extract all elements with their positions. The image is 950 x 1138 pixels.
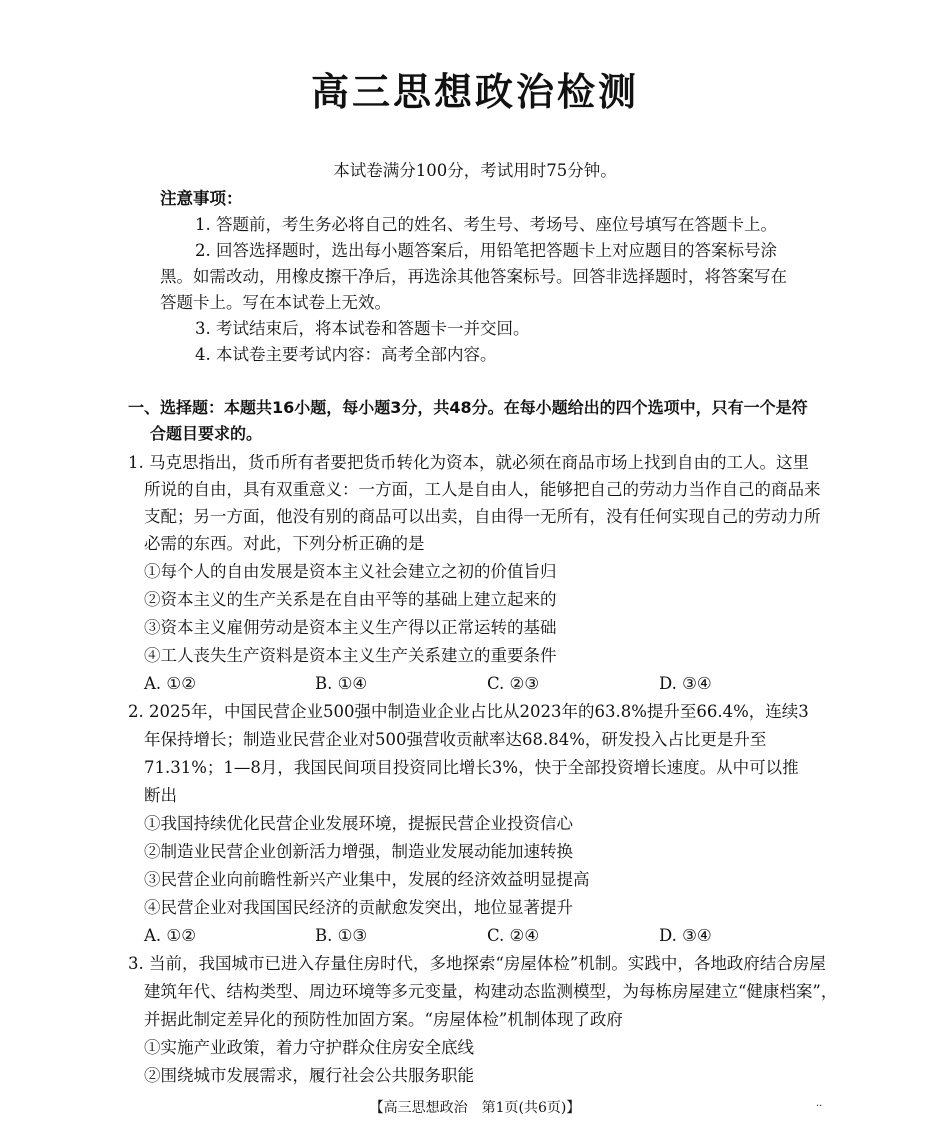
notice-line: 黑。如需改动，用橡皮擦干净后，再选涂其他答案标号。回答非选择题时，将答案写在: [160, 267, 787, 286]
option-d: D. ③④: [659, 674, 712, 693]
question-stem: 71.31%；1—8月，我国民间项目投资同比增长3%，快于全部投资增长速度。从中可以推: [144, 758, 799, 777]
question-stem: 1. 马克思指出，货币所有者要把货币转化为资本，就必须在商品市场上找到自由的工人。这里: [128, 453, 809, 472]
question-item: ④工人丧失生产资料是资本主义生产关系建立的重要条件: [144, 646, 557, 665]
notice-line: 1. 答题前，考生务必将自己的姓名、考生号、考场号、座位号填写在答题卡上。: [195, 215, 777, 234]
option-d: D. ③④: [659, 926, 712, 945]
section-heading: 合题目要求的。: [150, 424, 263, 443]
option-a: A. ①②: [144, 926, 196, 945]
question-stem: 所说的自由，具有双重意义：一方面，工人是自由人，能够把自己的劳动力当作自己的商品来: [144, 480, 821, 499]
exam-subtitle: 本试卷满分100分，考试用时75分钟。: [333, 161, 617, 180]
option-a: A. ①②: [144, 674, 196, 693]
page-title: 高三思想政治检测: [310, 70, 639, 114]
question-item: ③民营企业向前瞻性新兴产业集中，发展的经济效益明显提高: [144, 870, 590, 889]
question-item: ①每个人的自由发展是资本主义社会建立之初的价值旨归: [144, 562, 557, 581]
question-stem: 支配；另一方面，他没有别的商品可以出卖，自由得一无所有，没有任何实现自己的劳动力所: [144, 507, 821, 526]
page-footer: 【高三思想政治 第1页(共6页)】: [369, 1100, 581, 1116]
notice-line: 3. 考试结束后，将本试卷和答题卡一并交回。: [195, 319, 530, 338]
question-item: ①我国持续优化民营企业发展环境，提振民营企业投资信心: [144, 814, 573, 833]
question-item: ④民营企业对我国国民经济的贡献愈发突出，地位显著提升: [144, 898, 573, 917]
question-stem: 2. 2025年，中国民营企业500强中制造业企业占比从2023年的63.8%提升至66.4%，连续3: [128, 702, 809, 721]
option-c: C. ②③: [487, 674, 540, 693]
question-stem: 并据此制定差异化的预防性加固方案。“房屋体检”机制体现了政府: [144, 1010, 623, 1029]
question-item: ②制造业民营企业创新活力增强，制造业发展动能加速转换: [144, 842, 573, 861]
notice-line: 2. 回答选择题时，选出每小题答案后，用铅笔把答题卡上对应题目的答案标号涂: [195, 241, 777, 260]
question-item: ②围绕城市发展需求，履行社会公共服务职能: [144, 1066, 474, 1085]
notice-line: 4. 本试卷主要考试内容：高考全部内容。: [195, 345, 497, 364]
option-c: C. ②④: [487, 926, 540, 945]
question-stem: 3. 当前，我国城市已进入存量住房时代，多地探索“房屋体检”机制。实践中，各地政府结合房屋: [128, 954, 826, 973]
corner-mark: ··: [816, 1101, 823, 1112]
option-b: B. ①④: [315, 674, 368, 693]
question-stem: 建筑年代、结构类型、周边环境等多元变量，构建动态监测模型，为每栋房屋建立“健康档案”，: [144, 982, 838, 1001]
notice-line: 答题卡上。写在本试卷上无效。: [160, 293, 391, 312]
question-stem: 必需的东西。对此，下列分析正确的是: [144, 534, 425, 553]
question-item: ①实施产业政策，着力守护群众住房安全底线: [144, 1038, 474, 1057]
section-heading: 一、选择题：本题共16小题，每小题3分，共48分。在每小题给出的四个选项中，只有一个是符: [128, 398, 808, 417]
question-stem: 年保持增长；制造业民营企业对500强营收贡献率达68.84%，研发投入占比更是升至: [144, 730, 767, 749]
question-item: ③资本主义雇佣劳动是资本主义生产得以正常运转的基础: [144, 618, 557, 637]
notice-heading: 注意事项：: [160, 189, 243, 208]
option-b: B. ①③: [315, 926, 368, 945]
question-stem: 断出: [144, 786, 177, 805]
question-item: ②资本主义的生产关系是在自由平等的基础上建立起来的: [144, 590, 557, 609]
